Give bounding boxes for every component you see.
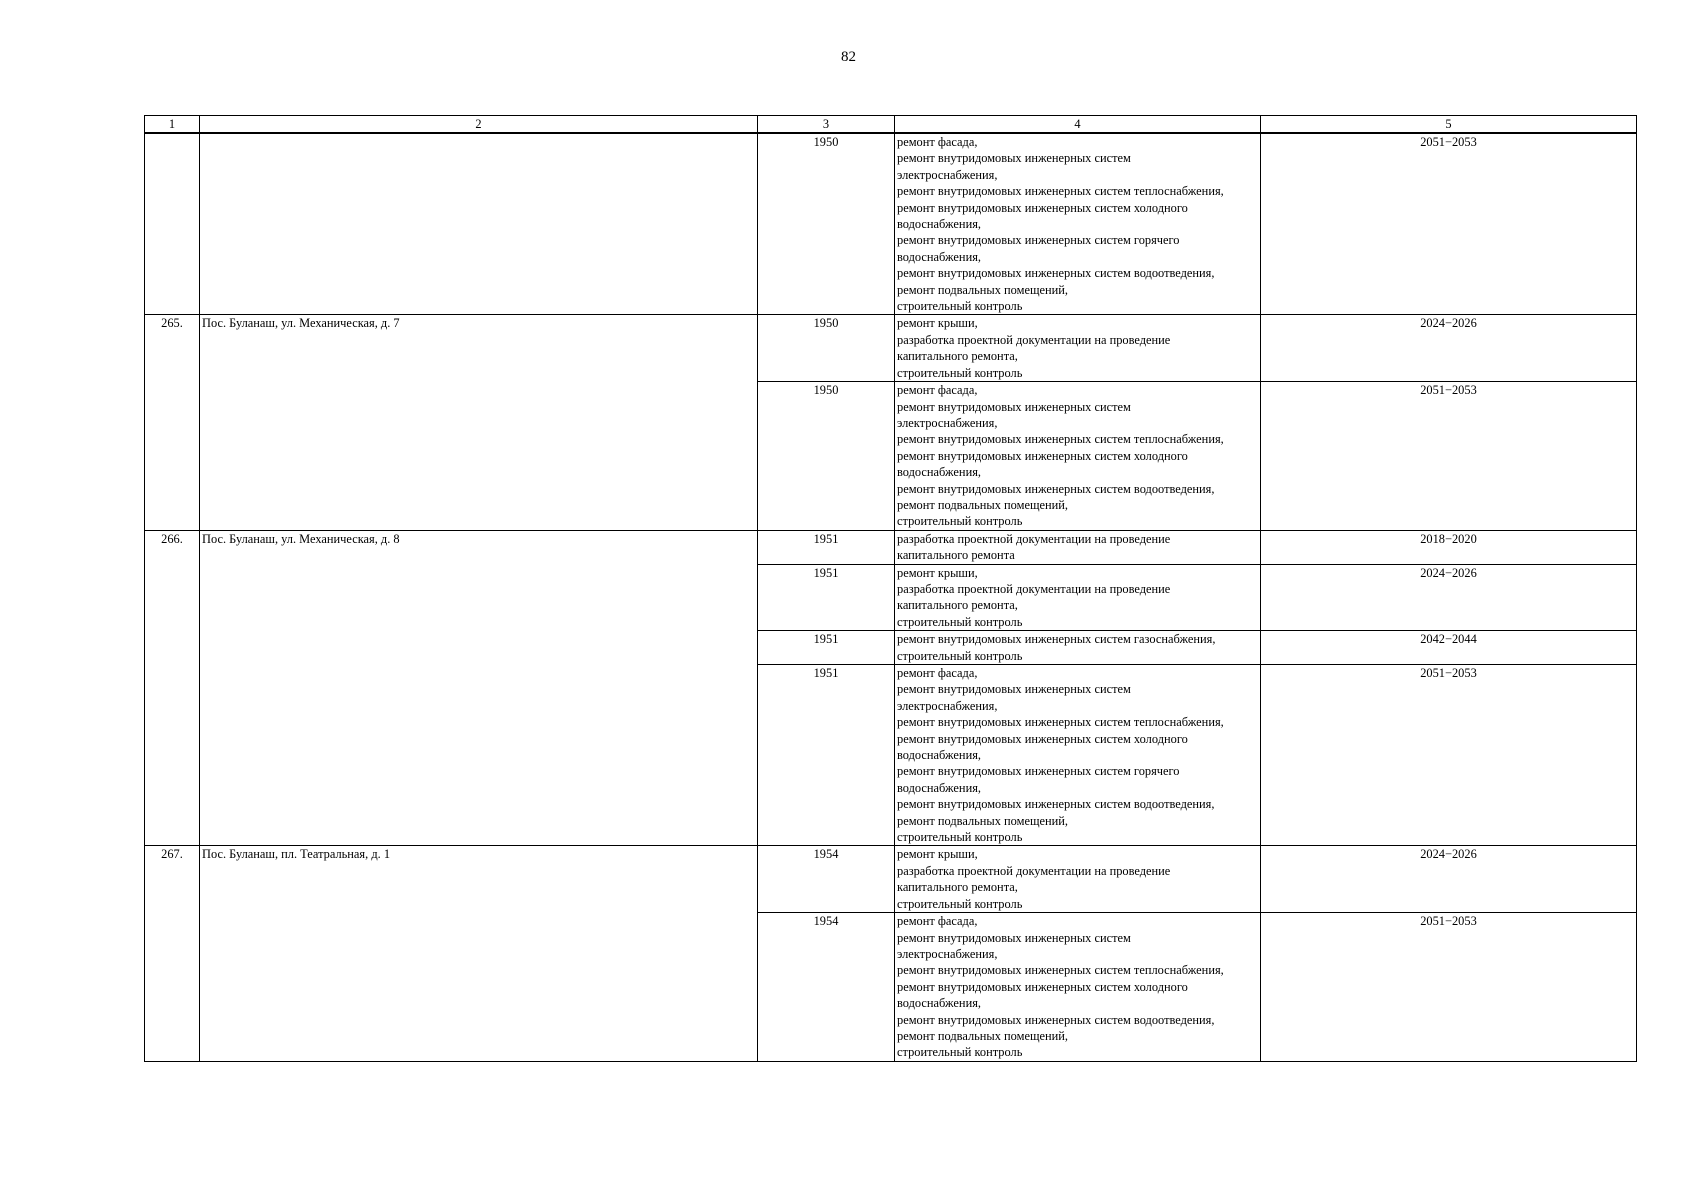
- work-item: разработка проектной документации на проведение: [897, 581, 1171, 596]
- table-header-row: [145, 116, 1637, 134]
- work-item: ремонт внутридомовых инженерных систем холодного: [897, 731, 1188, 746]
- period-cell: 2018−2020: [1261, 530, 1637, 564]
- work-item: ремонт внутридомовых инженерных систем водоотведения,: [897, 481, 1215, 496]
- work-item: ремонт внутридомовых инженерных систем водоотведения,: [897, 266, 1215, 281]
- works-cell: [895, 564, 1261, 631]
- table-row: [145, 315, 1637, 382]
- work-item: ремонт внутридомовых инженерных систем газоснабжения,: [897, 632, 1216, 647]
- works-cell: [895, 133, 1261, 315]
- year-cell: 1954: [758, 846, 895, 913]
- period-cell: 2024−2026: [1261, 846, 1637, 913]
- works-cell: [895, 631, 1261, 665]
- work-item: ремонт внутридомовых инженерных систем теплоснабжения,: [897, 715, 1224, 730]
- period-cell: 2051−2053: [1261, 665, 1637, 846]
- work-item: ремонт подвальных помещений,: [897, 282, 1068, 297]
- works-cell: [895, 846, 1261, 913]
- table-body: [145, 133, 1637, 1061]
- work-item: ремонт подвальных помещений,: [897, 497, 1068, 512]
- work-item: строительный контроль: [897, 648, 1023, 663]
- work-item: строительный контроль: [897, 514, 1023, 529]
- work-item: ремонт внутридомовых инженерных систем горячего: [897, 233, 1180, 248]
- work-item: ремонт фасада,: [897, 383, 978, 398]
- work-item: ремонт внутридомовых инженерных систем холодного: [897, 979, 1188, 994]
- work-item: строительный контроль: [897, 614, 1023, 629]
- repair-schedule-table: [144, 115, 1637, 1062]
- work-item: водоснабжения,: [897, 780, 981, 795]
- work-item: строительный контроль: [897, 365, 1023, 380]
- work-item: ремонт внутридомовых инженерных систем: [897, 151, 1131, 166]
- period-cell: 2024−2026: [1261, 564, 1637, 631]
- address-cell: [200, 133, 758, 315]
- address-cell: Пос. Буланаш, ул. Механическая, д. 7: [200, 315, 758, 530]
- row-number-cell: [145, 133, 200, 315]
- work-item: ремонт подвальных помещений,: [897, 813, 1068, 828]
- work-item: ремонт фасада,: [897, 914, 978, 929]
- works-cell: [895, 530, 1261, 564]
- work-item: электроснабжения,: [897, 698, 998, 713]
- column-header-4: 4: [895, 116, 1261, 134]
- work-item: электроснабжения,: [897, 415, 998, 430]
- work-item: ремонт фасада,: [897, 666, 978, 680]
- work-item: ремонт внутридомовых инженерных систем: [897, 682, 1131, 697]
- work-item: строительный контроль: [897, 1045, 1023, 1060]
- works-cell: [895, 382, 1261, 531]
- work-item: капитального ремонта,: [897, 880, 1018, 895]
- table-row: [145, 846, 1637, 913]
- work-item: разработка проектной документации на проведение: [897, 863, 1171, 878]
- work-item: ремонт внутридомовых инженерных систем теплоснабжения,: [897, 963, 1224, 978]
- work-item: разработка проектной документации на проведение: [897, 531, 1171, 546]
- year-cell: 1951: [758, 631, 895, 665]
- table-row: [145, 530, 1637, 564]
- column-header-3: 3: [758, 116, 895, 134]
- table-row: [145, 133, 1637, 315]
- column-header-1: 1: [145, 116, 200, 134]
- period-cell: 2051−2053: [1261, 382, 1637, 531]
- year-cell: 1951: [758, 564, 895, 631]
- page-number: 82: [841, 49, 856, 65]
- year-cell: 1950: [758, 382, 895, 531]
- work-item: ремонт внутридомовых инженерных систем: [897, 930, 1131, 945]
- period-cell: 2051−2053: [1261, 133, 1637, 315]
- work-item: водоснабжения,: [897, 996, 981, 1011]
- work-item: капитального ремонта: [897, 548, 1015, 563]
- work-item: водоснабжения,: [897, 748, 981, 763]
- work-item: электроснабжения,: [897, 946, 998, 961]
- address-cell: Пос. Буланаш, пл. Театральная, д. 1: [200, 846, 758, 1061]
- work-item: ремонт подвальных помещений,: [897, 1028, 1068, 1043]
- row-number-cell: 267.: [145, 846, 200, 1061]
- work-item: ремонт внутридомовых инженерных систем водоотведения,: [897, 797, 1215, 812]
- address-cell: Пос. Буланаш, ул. Механическая, д. 8: [200, 530, 758, 846]
- work-item: ремонт внутридомовых инженерных систем: [897, 399, 1131, 414]
- work-item: строительный контроль: [897, 896, 1023, 911]
- work-item: ремонт внутридомовых инженерных систем теплоснабжения,: [897, 184, 1224, 199]
- year-cell: 1950: [758, 133, 895, 315]
- year-cell: 1950: [758, 315, 895, 382]
- work-item: капитального ремонта,: [897, 598, 1018, 613]
- work-item: ремонт фасада,: [897, 135, 978, 149]
- work-item: строительный контроль: [897, 830, 1023, 845]
- works-cell: [895, 315, 1261, 382]
- work-item: разработка проектной документации на проведение: [897, 332, 1171, 347]
- work-item: электроснабжения,: [897, 167, 998, 182]
- period-cell: 2051−2053: [1261, 913, 1637, 1062]
- work-item: ремонт крыши,: [897, 565, 978, 580]
- work-item: ремонт внутридомовых инженерных систем холодного: [897, 200, 1188, 215]
- column-header-2: 2: [200, 116, 758, 134]
- column-header-5: 5: [1261, 116, 1637, 134]
- work-item: ремонт внутридомовых инженерных систем горячего: [897, 764, 1180, 779]
- works-cell: [895, 913, 1261, 1062]
- period-cell: 2042−2044: [1261, 631, 1637, 665]
- work-item: строительный контроль: [897, 299, 1023, 314]
- works-cell: [895, 665, 1261, 846]
- period-cell: 2024−2026: [1261, 315, 1637, 382]
- work-item: ремонт крыши,: [897, 847, 978, 862]
- work-item: ремонт внутридомовых инженерных систем водоотведения,: [897, 1012, 1215, 1027]
- work-item: капитального ремонта,: [897, 349, 1018, 364]
- year-cell: 1951: [758, 665, 895, 846]
- year-cell: 1954: [758, 913, 895, 1062]
- row-number-cell: 265.: [145, 315, 200, 530]
- row-number-cell: 266.: [145, 530, 200, 846]
- work-item: ремонт внутридомовых инженерных систем холодного: [897, 448, 1188, 463]
- work-item: водоснабжения,: [897, 465, 981, 480]
- work-item: водоснабжения,: [897, 249, 981, 264]
- work-item: ремонт внутридомовых инженерных систем теплоснабжения,: [897, 432, 1224, 447]
- year-cell: 1951: [758, 530, 895, 564]
- work-item: ремонт крыши,: [897, 316, 978, 331]
- work-item: водоснабжения,: [897, 217, 981, 232]
